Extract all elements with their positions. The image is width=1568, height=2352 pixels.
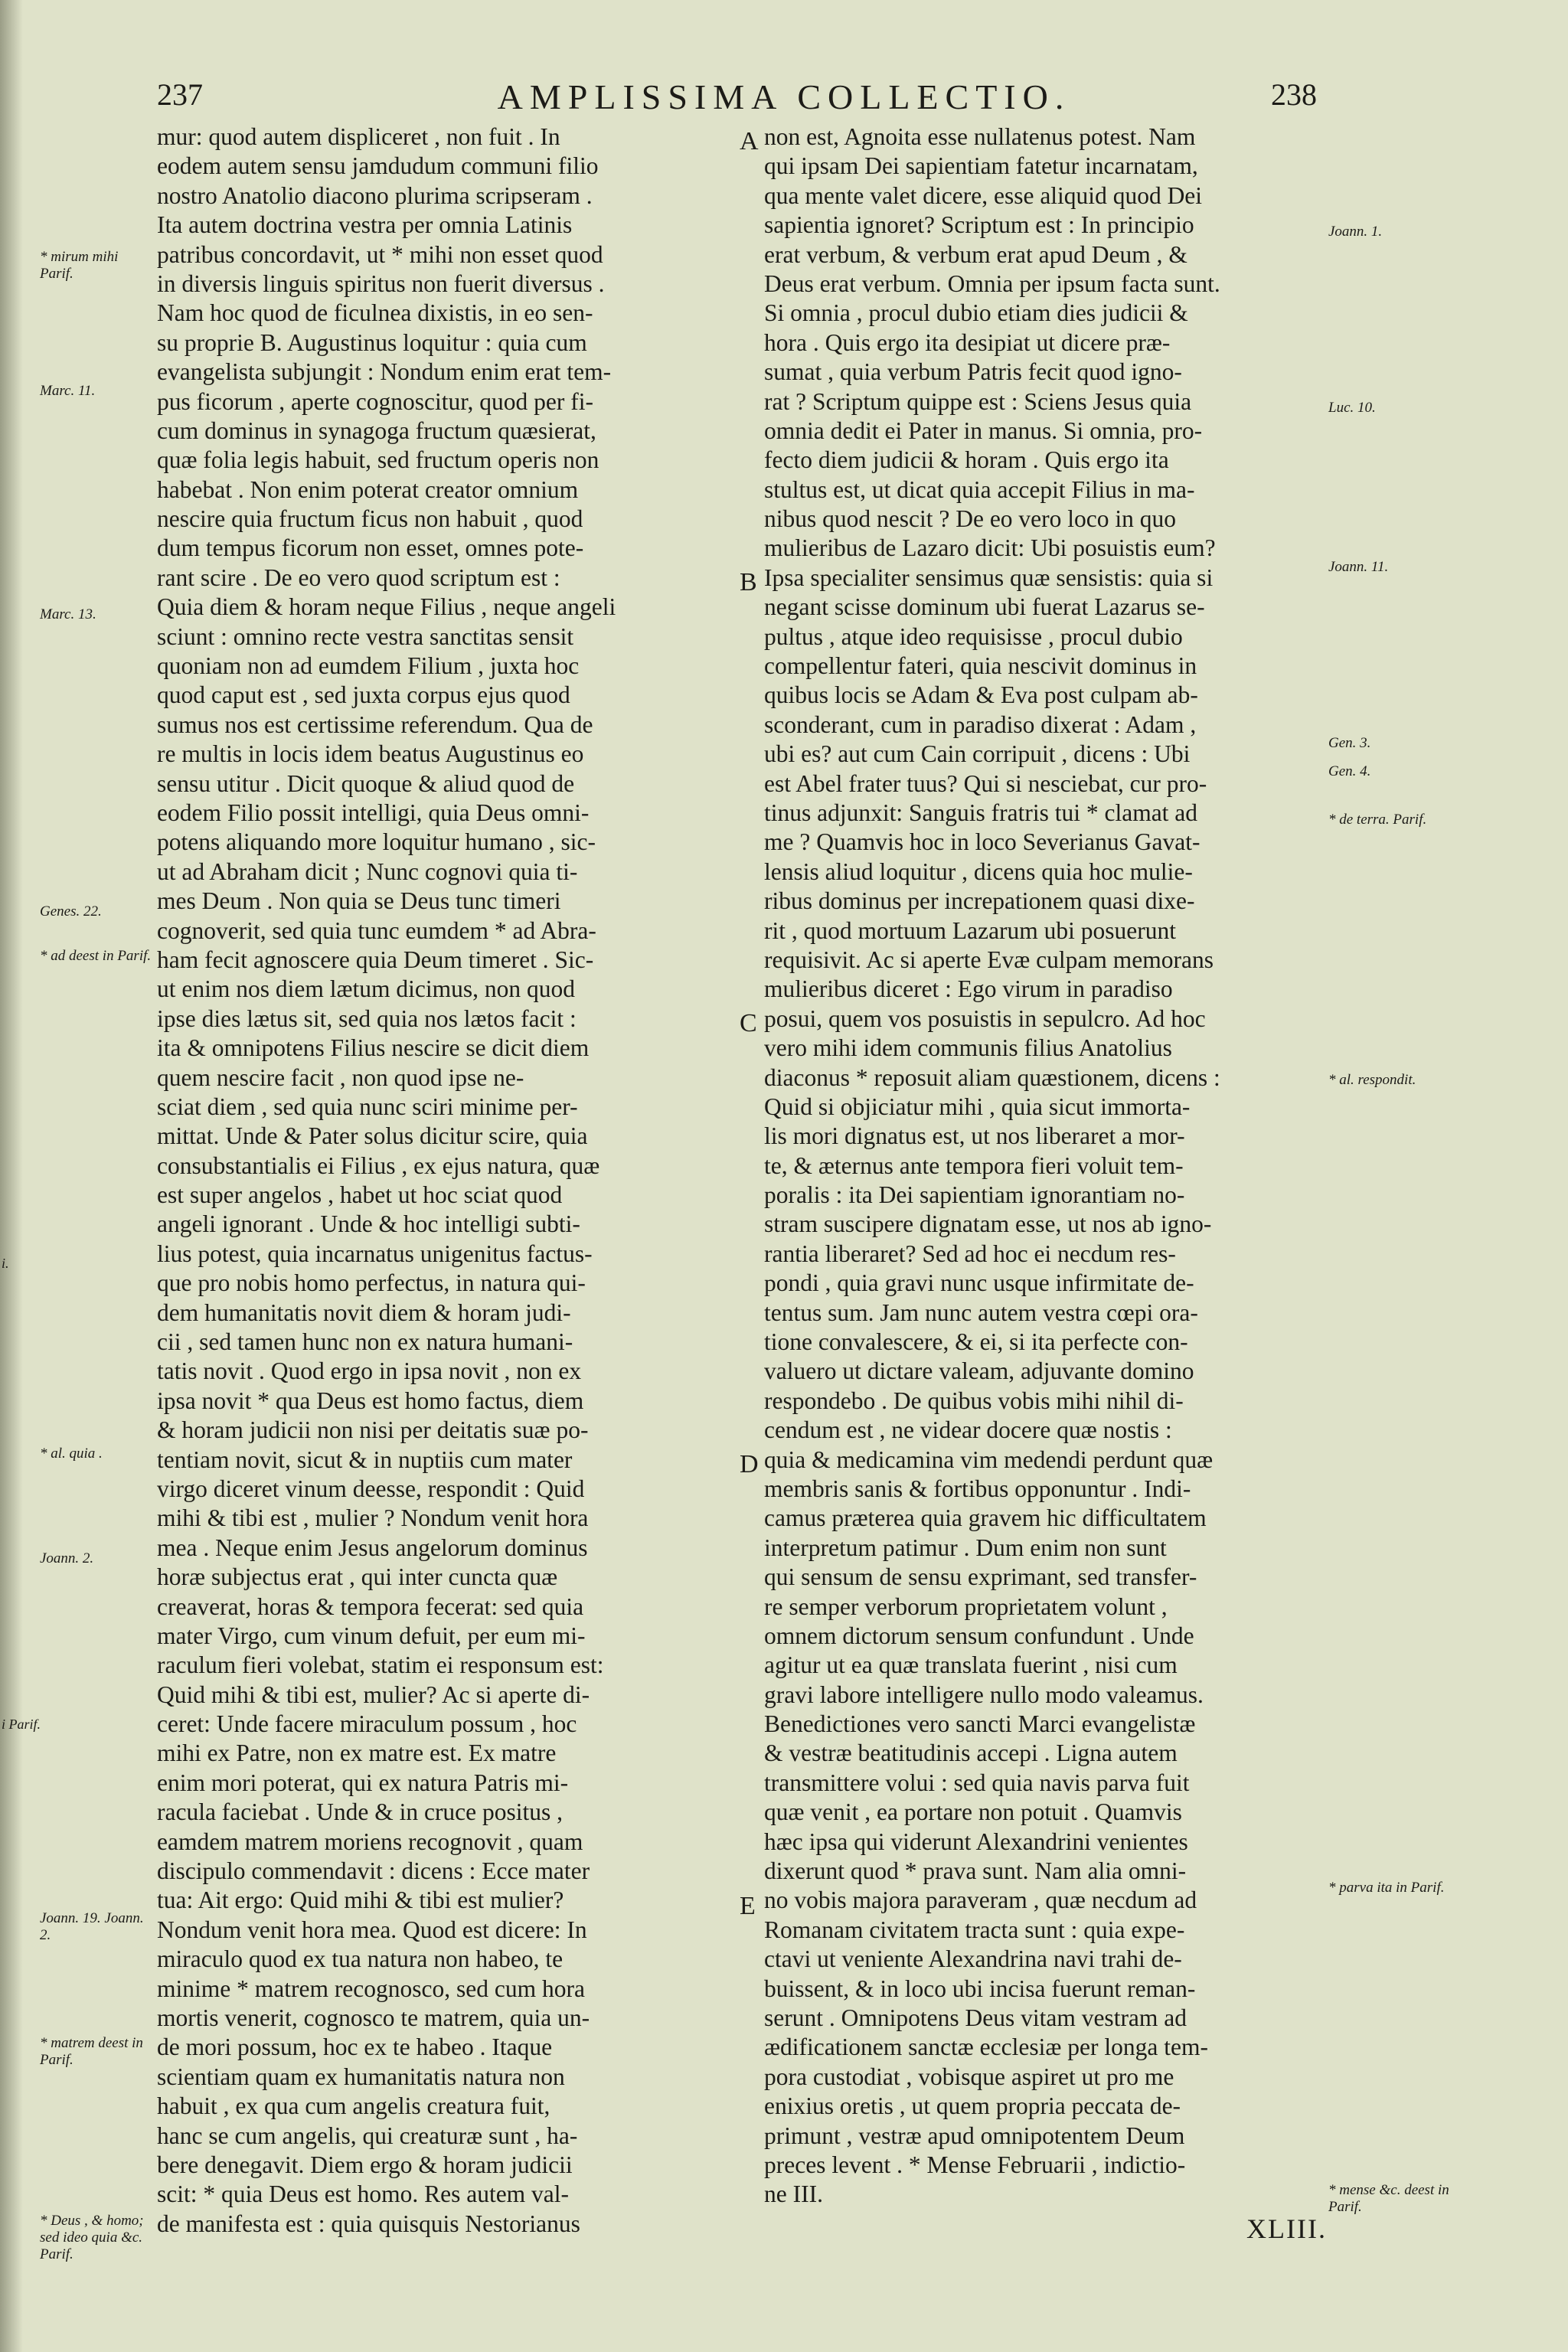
page-number-right: 238 [1271, 77, 1317, 112]
left-column-line: minime * matrem recognosco, sed cum hora [157, 1975, 585, 2002]
left-column-line: mur: quod autem displiceret , non fuit . In [157, 123, 560, 150]
left-column-line: mihi & tibi est , mulier ? Nondum venit hora [157, 1504, 589, 1532]
right-column-line: non est, Agnoita esse nullatenus potest. Nam [764, 123, 1196, 150]
section-letter-e: E [740, 1892, 756, 1920]
right-column-line: tentus sum. Jam nunc autem vestra cœpi ora- [764, 1298, 1198, 1326]
margin-note: Joann. 1. [1328, 224, 1383, 240]
right-column-line: hæc ipsa qui viderunt Alexandrini venientes [764, 1828, 1188, 1855]
right-column-line: sapientia ignoret? Scriptum est : In principio [764, 211, 1194, 239]
right-column-line: quibus locis se Adam & Eva post culpam ab- [764, 681, 1198, 709]
right-column-line: agitur ut ea quæ translata fuerint , nisi cum [764, 1651, 1178, 1679]
signature-mark: XLIII. [1246, 2213, 1327, 2244]
margin-note: * matrem deest in Parif. [40, 2035, 143, 2068]
left-column-line: bere denegavit. Diem ergo & horam judicii [157, 2151, 573, 2178]
left-column-line: cum dominus in synagoga fructum quæsierat, [157, 416, 596, 444]
right-column-line: pora custodiat , vobisque aspiret ut pro me [764, 2063, 1174, 2090]
left-column-line: creaverat, horas & tempora fecerat: sed quia [157, 1592, 584, 1620]
left-column-line: dem humanitatis novit diem & horam judi- [157, 1298, 571, 1326]
left-column-line: eodem Filio possit intelligi, quia Deus omni- [157, 799, 590, 826]
right-text-column [764, 122, 1315, 2210]
left-column-line: angeli ignorant . Unde & hoc intelligi subti- [157, 1210, 580, 1238]
left-column-line: pus ficorum , aperte cognoscitur, quod per fi- [157, 387, 593, 415]
left-column-line: rant scire . De eo vero quod scriptum est : [157, 564, 560, 591]
left-column-line: mortis venerit, cognosco te matrem, quia un- [157, 2004, 590, 2031]
left-column-line: eodem autem sensu jamdudum communi filio [157, 152, 599, 180]
right-column-line: hora . Quis ergo ita desipiat ut dicere præ- [764, 328, 1171, 356]
left-column-line: & horam judicii non nisi per deitatis suæ po- [157, 1416, 589, 1444]
right-column-line: rit , quod mortuum Lazarum ubi posuerunt [764, 916, 1177, 944]
right-column-line: nibus quod nescit ? De eo vero loco in quo [764, 505, 1177, 533]
left-column-line: re multis in locis idem beatus Augustinus eo [157, 740, 584, 768]
page-number-left: 237 [157, 77, 203, 112]
left-column-line: in diversis linguis spiritus non fuerit diversus . [157, 270, 605, 297]
margin-note: * de terra. Parif. [1328, 812, 1427, 828]
left-column-line: scientiam quam ex humanitatis natura non [157, 2063, 565, 2090]
left-column-line: scit: * quia Deus est homo. Res autem val- [157, 2180, 570, 2208]
left-column-line: mater Virgo, cum vinum defuit, per eum mi- [157, 1622, 586, 1649]
section-letter-b: B [740, 568, 757, 596]
margin-note: Joann. 11. [1328, 559, 1389, 575]
binding-gutter [0, 0, 23, 2352]
right-column-line: camus præterea quia gravem hic difficultatem [764, 1504, 1207, 1532]
right-column-line: rantia liberaret? Sed ad hoc ei necdum res- [764, 1240, 1176, 1267]
left-text-column [157, 122, 754, 2239]
right-column-line: ribus dominus per increpationem quasi dixe- [764, 887, 1195, 915]
right-column-line: enixius oretis , ut quem propria peccata de- [764, 2092, 1181, 2120]
left-column-line: enim mori poterat, qui ex natura Patris mi- [157, 1769, 569, 1796]
left-column-line: de manifesta est : quia quisquis Nestorianus [157, 2210, 580, 2237]
margin-note: * mirum mihi Parif. [40, 249, 119, 282]
left-column-line: Ita autem doctrina vestra per omnia Latinis [157, 211, 573, 239]
right-column-line: mulieribus de Lazaro dicit: Ubi posuistis eum? [764, 534, 1216, 562]
left-column-line: mes Deum . Non quia se Deus tunc timeri [157, 887, 561, 915]
right-column-line: qui sensum de sensu exprimant, sed transfer- [764, 1563, 1197, 1591]
left-column-line: quem nescire facit , non quod ipse ne- [157, 1063, 524, 1091]
right-column-line: sumat , quia verbum Patris fecit quod igno- [764, 358, 1182, 386]
left-column-line: cognoverit, sed quia tunc eumdem * ad Abra- [157, 916, 596, 944]
right-column-line: est Abel frater tuus? Qui si nesciebat, cur pro- [764, 769, 1207, 797]
right-column-line: mulieribus diceret : Ego virum in paradiso [764, 975, 1173, 1003]
left-column-line: ceret: Unde facere miraculum possum , hoc [157, 1710, 577, 1738]
right-column-line: re semper verborum proprietatem volunt , [764, 1592, 1168, 1620]
left-column-line: ut enim nos diem lætum dicimus, non quod [157, 975, 575, 1003]
right-column-line: transmittere volui : sed quia navis parva fuit [764, 1769, 1190, 1796]
margin-note: * Deus , & homo; sed ideo quia &c. Parif. [40, 2213, 144, 2262]
right-column-line: buissent, & in loco ubi incisa fuerunt reman- [764, 1975, 1196, 2002]
left-column-line: cii , sed tamen hunc non ex natura humani- [157, 1328, 573, 1356]
edge-fragment: i Parif. [2, 1717, 41, 1732]
section-letter-a: A [740, 127, 759, 155]
left-column-line: patribus concordavit, ut * mihi non esset quod [157, 240, 603, 268]
right-column-line: te, & æternus ante tempora fieri voluit tem- [764, 1152, 1184, 1179]
right-column-line: lensis aliud loquitur , dicens quia hoc mulie- [764, 858, 1193, 885]
margin-note: Gen. 3. [1328, 735, 1371, 751]
margin-note: * al. respondit. [1328, 1072, 1416, 1088]
left-column-line: ipsa novit * qua Deus est homo factus, diem [157, 1387, 584, 1414]
right-column-line: dixerunt quod * prava sunt. Nam alia omni- [764, 1857, 1187, 1885]
left-column-line: racula faciebat . Unde & in cruce positus , [157, 1798, 564, 1826]
right-column-line: Romanam civitatem tracta sunt : quia expe- [764, 1916, 1185, 1943]
left-column-line: ham fecit agnoscere quia Deum timeret . Sic- [157, 946, 594, 973]
left-column-line: Quia diem & horam neque Filius , neque angeli [157, 593, 616, 621]
left-column-line: tua: Ait ergo: Quid mihi & tibi est mulier? [157, 1886, 564, 1914]
margin-note: Genes. 22. [40, 903, 102, 920]
section-letter-d: D [740, 1450, 759, 1478]
margin-note: Joann. 19. Joann. 2. [40, 1910, 144, 1943]
margin-note: Gen. 4. [1328, 763, 1371, 779]
left-column-line: nostro Anatolio diacono plurima scripseram . [157, 181, 593, 209]
right-column-line: ctavi ut veniente Alexandrina navi trahi de- [764, 1945, 1182, 1973]
right-column-line: & vestræ beatitudinis accepi . Ligna autem [764, 1740, 1178, 1767]
left-column-line: tatis novit . Quod ergo in ipsa novit , non ex [157, 1357, 582, 1385]
margin-note: Joann. 2. [40, 1550, 94, 1566]
margin-note: * al. quia . [40, 1446, 103, 1462]
left-column-line: discipulo commendavit : dicens : Ecce mater [157, 1857, 590, 1885]
left-column-line: quod caput est , sed juxta corpus ejus quod [157, 681, 570, 709]
right-column-line: Si omnia , procul dubio etiam dies judicii & [764, 299, 1188, 327]
right-column-line: pondi , quia gravi nunc usque infirmitate de- [764, 1269, 1194, 1297]
margin-note: Marc. 11. [40, 383, 96, 399]
left-column-line: sensu utitur . Dicit quoque & aliud quod de [157, 769, 575, 797]
right-column-line: Deus erat verbum. Omnia per ipsum facta sunt. [764, 270, 1220, 297]
margin-note: * mense &c. deest in Parif. [1328, 2182, 1449, 2215]
left-column-line: ut ad Abraham dicit ; Nunc cognovi quia ti- [157, 858, 578, 885]
left-column-line: Quid mihi & tibi est, mulier? Ac si aperte di- [157, 1681, 590, 1708]
right-column-line: Benedictiones vero sancti Marci evangelistæ [764, 1710, 1196, 1738]
right-column-line: quia & medicamina vim medendi perdunt quæ [764, 1446, 1214, 1473]
margin-note: Luc. 10. [1328, 400, 1376, 416]
left-column-line: ipse dies lætus sit, sed quia nos lætos facit : [157, 1004, 577, 1032]
right-column-line: interpretum patimur . Dum enim non sunt [764, 1534, 1167, 1561]
right-column-line: me ? Quamvis hoc in loco Severianus Gavat- [764, 828, 1200, 856]
right-column-line: stultus est, ut dicat quia accepit Filius in ma- [764, 475, 1195, 503]
right-column-line: preces levent . * Mense Februarii , indictio- [764, 2151, 1186, 2178]
left-column-line: consubstantialis ei Filius , ex ejus natura, quæ [157, 1152, 600, 1179]
left-column-line: lius potest, quia incarnatus unigenitus factus- [157, 1240, 593, 1267]
right-column-line: Quid si objiciatur mihi , quia sicut immorta- [764, 1093, 1191, 1120]
right-column-line: stram suscipere dignatam esse, ut nos ab igno- [764, 1210, 1212, 1238]
left-column-line: hanc se cum angelis, qui creaturæ sunt , ha- [157, 2122, 578, 2149]
right-column-line: omnem dictorum sensum confundunt . Unde [764, 1622, 1194, 1649]
left-column-line: evangelista subjungit : Nondum enim erat tem- [157, 358, 612, 386]
right-column-line: fecto diem judicii & horam . Quis ergo ita [764, 446, 1169, 474]
right-column-line: requisivit. Ac si aperte Evæ culpam memorans [764, 946, 1214, 973]
running-title: AMPLISSIMA COLLECTIO. [497, 77, 1071, 116]
left-column-line: habuit , ex qua cum angelis creatura fuit, [157, 2092, 550, 2120]
left-column-line: quæ folia legis habuit, sed fructum operis non [157, 446, 599, 474]
left-column-line: de mori possum, hoc ex te habeo . Itaque [157, 2034, 553, 2061]
right-column-line: serunt . Omnipotens Deus vitam vestram ad [764, 2004, 1187, 2031]
right-column-line: ædificationem sanctæ ecclesiæ per longa tem- [764, 2034, 1208, 2061]
left-column-line: su proprie B. Augustinus loquitur : quia cum [157, 328, 587, 356]
right-column-line: cendum est , ne videar docere quæ nostis : [764, 1416, 1172, 1444]
right-column-line: pultus , atque ideo requisisse , procul dubio [764, 622, 1183, 650]
margin-note: Marc. 13. [40, 606, 96, 622]
left-column-line: tentiam novit, sicut & in nuptiis cum mater [157, 1446, 573, 1473]
right-column-line: sconderant, cum in paradiso dixerat : Adam , [764, 710, 1197, 738]
right-column-line: qui ipsam Dei sapientiam fatetur incarnatam, [764, 152, 1198, 180]
right-column-line: membris sanis & fortibus opponuntur . Indi- [764, 1475, 1191, 1502]
left-column-line: sciat diem , sed quia nunc sciri minime per- [157, 1093, 578, 1120]
left-column-line: est super angelos , habet ut hoc sciat quod [157, 1181, 563, 1209]
right-column-line: tinus adjunxit: Sanguis fratris tui * clamat ad [764, 799, 1198, 826]
right-column-line: qua mente valet dicere, esse aliquid quod Dei [764, 181, 1203, 209]
right-column-line: poralis : ita Dei sapientiam ignorantiam no- [764, 1181, 1185, 1209]
right-column-line: rat ? Scriptum quippe est : Sciens Jesus quia [764, 387, 1192, 415]
left-column-line: sciunt : omnino recte vestra sanctitas sensit [157, 622, 574, 650]
right-column-line: ubi es? aut cum Cain corripuit , dicens : Ubi [764, 740, 1191, 768]
left-column-line: raculum fieri volebat, statim ei responsum est: [157, 1651, 604, 1679]
left-column-line: horæ subjectus erat , qui inter cuncta quæ [157, 1563, 558, 1591]
left-column-line: mittat. Unde & Pater solus dicitur scire, quia [157, 1122, 588, 1150]
right-column-line: tione convalescere, & ei, si ita perfecte con- [764, 1328, 1188, 1356]
right-column-line: diaconus * reposuit aliam quæstionem, dicens : [764, 1063, 1220, 1091]
right-column-line: primunt , vestræ apud omnipotentem Deum [764, 2122, 1185, 2149]
right-column-line: negant scisse dominum ubi fuerat Lazarus se- [764, 593, 1205, 621]
right-column-line: vero mihi idem communis filius Anatolius [764, 1034, 1172, 1062]
left-column-line: eamdem matrem moriens recognovit , quam [157, 1828, 583, 1855]
right-column-line: compellentur fateri, quia nescivit dominus in [764, 652, 1197, 680]
left-column-line: mea . Neque enim Jesus angelorum dominus [157, 1534, 588, 1561]
section-letter-c: C [740, 1009, 757, 1037]
left-column-line: ita & omnipotens Filius nescire se dicit diem [157, 1034, 590, 1062]
margin-note: * parva ita in Parif. [1328, 1880, 1445, 1896]
right-column-line: quæ venit , ea portare non potuit . Quamvis [764, 1798, 1182, 1826]
left-column-line: potens aliquando more loquitur humano , sic- [157, 828, 596, 856]
right-column-line: respondebo . De quibus vobis mihi nihil di- [764, 1387, 1184, 1414]
margin-note: * ad deest in Parif. [40, 948, 152, 964]
left-column-line: dum tempus ficorum non esset, omnes pote- [157, 534, 584, 562]
right-column-line: lis mori dignatus est, ut nos liberaret a mor- [764, 1122, 1185, 1150]
left-column-line: Nondum venit hora mea. Quod est dicere: In [157, 1916, 587, 1943]
left-column-line: nescire quia fructum ficus non habuit , quod [157, 505, 583, 533]
right-column-line: ne III. [764, 2180, 823, 2208]
left-column-line: virgo diceret vinum deesse, respondit : Quid [157, 1475, 585, 1502]
right-column-line: valuero ut dictare valeam, adjuvante domino [764, 1357, 1194, 1385]
left-column-line: mihi ex Patre, non ex matre est. Ex matre [157, 1740, 557, 1767]
right-column-line: omnia dedit ei Pater in manus. Si omnia, pro- [764, 416, 1203, 444]
edge-fragment: i. [2, 1256, 9, 1271]
right-column-line: gravi labore intelligere nullo modo valeamus. [764, 1681, 1204, 1708]
right-column-line: no vobis majora paraveram , quæ necdum ad [764, 1886, 1197, 1914]
left-column-line: miraculo quod ex tua natura non habeo, te [157, 1945, 564, 1973]
right-column-line: erat verbum, & verbum erat apud Deum , & [764, 240, 1187, 268]
left-column-line: quoniam non ad eumdem Filium , juxta hoc [157, 652, 580, 680]
left-column-line: habebat . Non enim poterat creator omnium [157, 475, 579, 503]
left-column-line: que pro nobis homo perfectus, in natura qui- [157, 1269, 586, 1297]
right-column-line: Ipsa specialiter sensimus quæ sensistis: quia si [764, 564, 1214, 591]
left-column-line: Nam hoc quod de ficulnea dixistis, in eo sen- [157, 299, 593, 327]
right-column-line: posui, quem vos posuistis in sepulcro. Ad hoc [764, 1004, 1206, 1032]
left-column-line: sumus nos est certissime referendum. Qua de [157, 710, 593, 738]
